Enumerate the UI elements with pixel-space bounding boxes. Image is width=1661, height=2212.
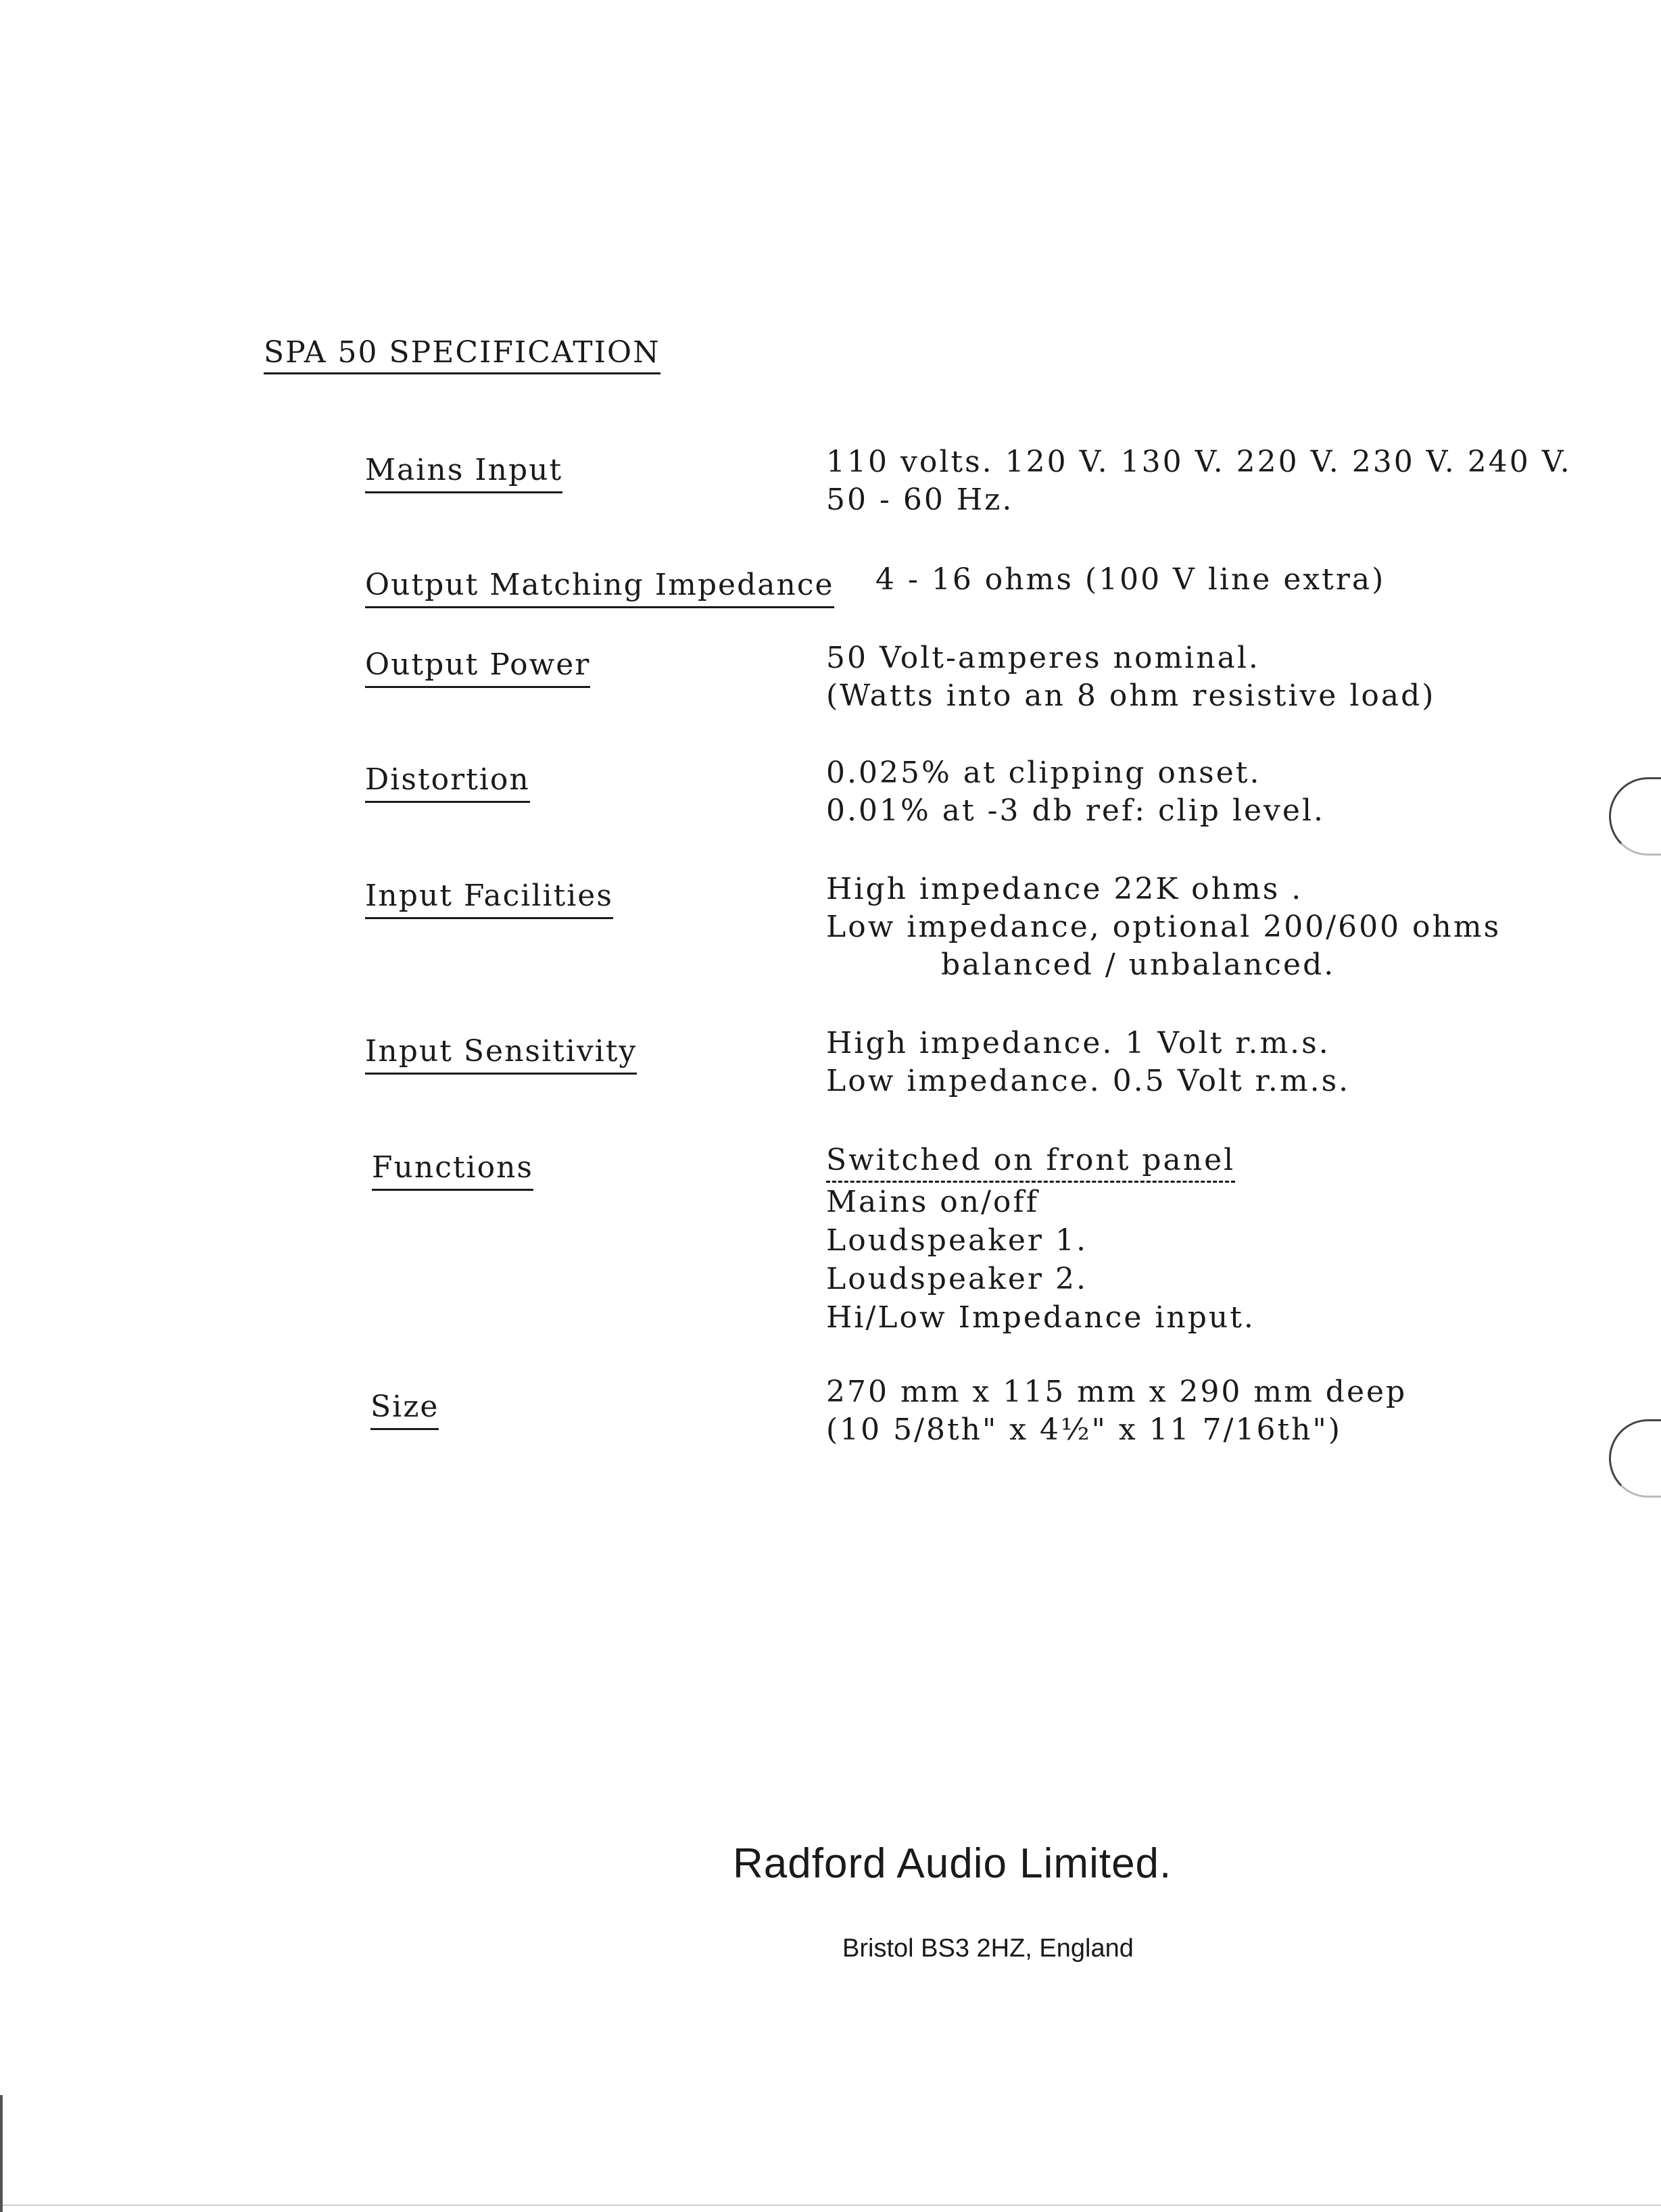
spec-line: Hi/Low Impedance input. <box>826 1300 1255 1335</box>
spec-line: 270 mm x 115 mm x 290 mm deep <box>826 1375 1407 1409</box>
page-bottom-edge <box>0 2205 1661 2206</box>
spec-value-distortion <box>826 754 1325 830</box>
spec-value-input-sensitivity <box>826 1025 1350 1100</box>
binder-hole <box>1609 777 1661 856</box>
spec-value-output-matching-impedance <box>875 561 1385 599</box>
spec-line: Low impedance. 0.5 Volt r.m.s. <box>826 1064 1351 1098</box>
binder-hole <box>1609 1419 1661 1498</box>
spec-label-size: Size <box>370 1390 439 1430</box>
spec-line: 0.01% at -3 db ref: clip level. <box>826 793 1326 828</box>
spec-line: balanced / unbalanced. <box>941 948 1336 982</box>
page-left-edge <box>0 2095 3 2212</box>
spec-value-input-facilities <box>826 870 1501 984</box>
functions-heading: Switched on front panel <box>826 1141 1235 1183</box>
spec-line: 50 - 60 Hz. <box>826 483 1014 517</box>
spec-label-output-matching-impedance: Output Matching Impedance <box>365 568 834 608</box>
page-title: SPA 50 SPECIFICATION <box>264 335 660 374</box>
spec-line: Low impedance, optional 200/600 ohms <box>826 910 1501 944</box>
spec-line: Loudspeaker 1. <box>826 1223 1088 1258</box>
spec-label-mains-input: Mains Input <box>365 453 562 493</box>
spec-line: 0.025% at clipping onset. <box>826 756 1261 790</box>
spec-value-output-power <box>826 639 1435 715</box>
spec-value-mains-input <box>826 443 1572 519</box>
spec-line: High impedance. 1 Volt r.m.s. <box>826 1026 1330 1060</box>
spec-label-functions: Functions <box>372 1150 533 1191</box>
spec-line: (10 5/8th" x 4½" x 11 7/16th") <box>826 1412 1342 1447</box>
company-address: Bristol BS3 2HZ, England <box>842 1934 1134 1963</box>
spec-line: 50 Volt-amperes nominal. <box>826 641 1260 675</box>
spec-label-distortion: Distortion <box>365 762 530 803</box>
spec-label-input-facilities: Input Facilities <box>365 879 613 919</box>
spec-line: 110 volts. 120 V. 130 V. 220 V. 230 V. 240 V. <box>826 445 1572 479</box>
spec-line: High impedance 22K ohms . <box>826 872 1303 906</box>
spec-line: Mains on/off <box>826 1185 1039 1219</box>
spec-line: Loudspeaker 2. <box>826 1262 1088 1296</box>
spec-line: (Watts into an 8 ohm resistive load) <box>826 679 1436 713</box>
spec-label-output-power: Output Power <box>365 647 590 688</box>
spec-value-size <box>826 1373 1407 1449</box>
spec-label-input-sensitivity: Input Sensitivity <box>365 1034 637 1075</box>
spec-value-functions <box>826 1141 1255 1337</box>
company-name: Radford Audio Limited. <box>733 1840 1172 1887</box>
spec-line: 4 - 16 ohms (100 V line extra) <box>875 562 1386 597</box>
